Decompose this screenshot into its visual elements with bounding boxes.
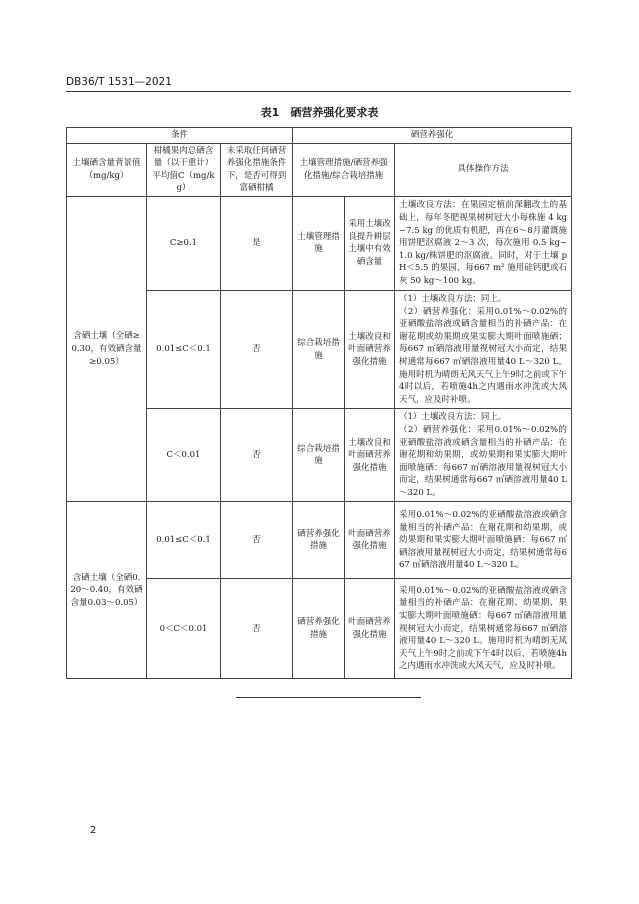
fruit-selenium-value: 0＜C＜0.01 [147, 579, 221, 679]
untreated-answer: 是 [221, 196, 293, 290]
operation-method: 采用0.01%～0.02%的亚硒酸盐溶液或硒含量相当的补硒产品：在谢花期、幼果期、果实膨大期叶面喷施硒：每667 ㎡硒溶液用量视树冠大小而定，结果树通常每667 ㎡硒溶液用量40 L～320 L。施用时机为晴朗无风天气上午9时之前或下午4时以后，若喷施4h之内遇雨水冲洗或大风天气，应及时补喷。 [395, 579, 572, 679]
method-step-2: （2）硒营养强化：采用0.01%～0.02%的亚硒酸盐溶液或硒含量相当的补硒产品：在谢花期或幼果期或果实膨大期叶面喷施硒；每667 ㎡硒溶液用量视树冠大小而定，结果树通常每667 ㎡硒溶液用量40 L～320 L。施用时机为晴朗无风天气上午9时之前或下午4时以后，若喷施4h之内遇雨水冲洗或大风天气，应及时补喷。 [399, 306, 568, 405]
fruit-selenium-value: 0.01≤C＜0.1 [147, 290, 221, 408]
header-soil-selenium: 土壤硒含量背景值（mg/kg） [67, 143, 147, 196]
selenium-enrichment-table [66, 127, 572, 679]
measure-detail: 土壤改良和叶面硒营养强化措施 [345, 409, 395, 502]
method-step-2: （2）硒营养强化：采用0.01%～0.02%的亚硒酸盐溶液或硒含量相当的补硒产品：在谢花期和幼果期，或幼果期和果实膨大期叶面喷施硒：每667 ㎡硒溶液用量视树冠大小而定，结果树通常每667 ㎡硒溶液用量40 L～320 L。 [399, 424, 568, 498]
measure-detail: 叶面硒营养强化措施 [345, 502, 395, 579]
measure-detail: 叶面硒营养强化措施 [345, 579, 395, 679]
header-fruit-selenium: 柑橘果肉总硒含量（以干重计）平均值C（mg/kg） [147, 143, 221, 196]
table-title: 表1 硒营养强化要求表 [260, 106, 379, 119]
untreated-answer: 否 [221, 409, 293, 502]
end-rule [236, 697, 421, 698]
measure-category: 综合栽培措施 [293, 409, 345, 502]
measure-detail: 土壤改良和叶面硒营养强化措施 [345, 290, 395, 408]
untreated-answer: 否 [221, 579, 293, 679]
page-number: 2 [90, 825, 97, 836]
fruit-selenium-value: C≥0.1 [147, 196, 221, 290]
method-step-1: （1）土壤改良方法：同上。 [399, 293, 507, 304]
header-measures: 土壤管理措施/硒营养强化措施/综合栽培措施 [293, 143, 395, 196]
method-step-1: （1）土壤改良方法：同上。 [399, 412, 507, 423]
untreated-answer: 否 [221, 502, 293, 579]
soil-group-2: 含硒土壤（全硒0.20～0.40，有效硒含量0.03～0.05） [67, 502, 147, 679]
measure-category: 土壤管理措施 [293, 196, 345, 290]
header-method: 具体操作方法 [395, 143, 572, 196]
fruit-selenium-value: 0.01≤C＜0.1 [147, 502, 221, 579]
header-conditions: 条件 [67, 128, 293, 144]
measure-category: 综合栽培措施 [293, 290, 345, 408]
header-rule [66, 91, 571, 92]
operation-method [395, 290, 572, 408]
measure-detail: 采用土壤改良提升耕层土壤中有效硒含量 [345, 196, 395, 290]
operation-method [395, 409, 572, 502]
fruit-selenium-value: C＜0.01 [147, 409, 221, 502]
soil-group-1: 含硒土壤（全硒≥0.30，有效硒含量≥0.05） [67, 196, 147, 502]
measure-category: 硒营养强化措施 [293, 502, 345, 579]
header-untreated: 未采取任何硒营养强化措施条件下，是否可得到富硒柑橘 [221, 143, 293, 196]
header-enrichment: 硒营养强化 [293, 128, 572, 144]
document-code: DB36/T 1531—2021 [66, 76, 172, 88]
operation-method: 采用0.01%～0.02%的亚硒酸盐溶液或硒含量相当的补硒产品：在谢花期和幼果期，或幼果期和果实膨大期叶面喷施硒：每667 ㎡硒溶液用量视树冠大小而定，结果树通常每667 ㎡硒溶液用量40 L～320 L。 [395, 502, 572, 579]
measure-category: 硒营养强化措施 [293, 579, 345, 679]
untreated-answer: 否 [221, 290, 293, 408]
operation-method: 土壤改良方法：在果园定植前深翻改土的基础上，每年冬肥视果树树冠大小每株施 4 kg~7.5 kg 的优质有机肥，再在6～8月灌溉施用饼肥沤腐液 2～3 次，每次施用 0.5 kg~1.0 kg/株饼肥的沤腐液。同时，对于土壤 pH＜5.5 的果园，每667 m² 施用硅钙肥或石灰 50 kg～100 kg。 [395, 196, 572, 290]
